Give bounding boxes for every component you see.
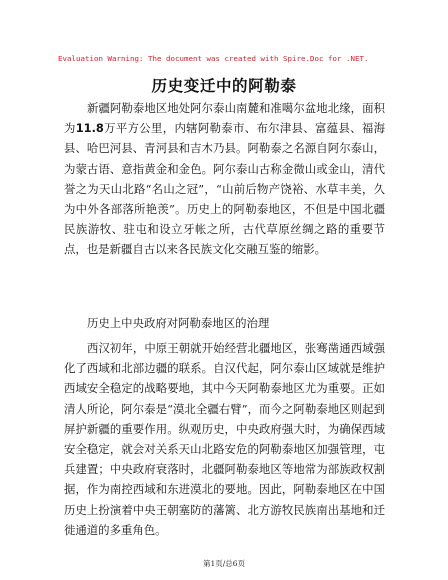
document-title: 历史变迁中的阿勒泰	[151, 77, 297, 95]
section-subheading: 历史上中央政府对阿勒泰地区的治理	[87, 316, 270, 330]
intro-paragraph	[64, 98, 385, 342]
history-paragraph: 西汉初年，中原王朝就开始经营北疆地区，张骞凿通西域强化了西域和北部边疆的联系。自汉代起，阿尔泰山区域就是维护西域安全稳定的战略要地，其中今天阿勒泰地区尤为重要。正如清人所论，阿尔泰是“漠北全疆右臂”，而今之阿勒泰地区则起到屏护新疆的重要作用。纵观历史，中央政府强大时，为确保西域安全稳定，就会对关系天山北路安危的阿勒泰地区加强管理，屯兵建置；中央政府衰落时，北疆阿勒泰地区等地常为部族政权割据，作为南控西域和东进漠北的要地。因此，阿勒泰地区在中国历史上扮演着中央王朝塞防的藩篱、北方游牧民族南出基地和迁徙通道的多重角色。	[64, 341, 385, 537]
evaluation-warning: Evaluation Warning: The document was created with Spire.Doc for .NET.	[58, 54, 369, 63]
intro-text-after: 万平方公里，内辖阿勒泰市、布尔津县、富蕴县、福海县、哈巴河县、青河县和吉木乃县。阿勒泰之名源自阿尔泰山，为蒙古语、意指黄金和金色。阿尔泰山古称金微山或金山，清代誉之为天山北路“名山之冠”，“山前后物产饶裕、水草丰美，久为中外各部落所艳羡”。历史上的阿勒泰地区，不但是中国北疆民族游牧、驻屯和设立牙帐之所，古代草原丝绸之路的重要节点，也是新疆自古以来各民族文化交融互鉴的缩影。	[64, 121, 385, 257]
area-number: 11.8	[75, 121, 104, 136]
intro-text-before: 新疆阿勒泰地区地处阿尔泰山南麓和准噶尔盆地北缘，面积为	[64, 101, 385, 136]
page-number: 第1页/总6页	[202, 559, 246, 568]
